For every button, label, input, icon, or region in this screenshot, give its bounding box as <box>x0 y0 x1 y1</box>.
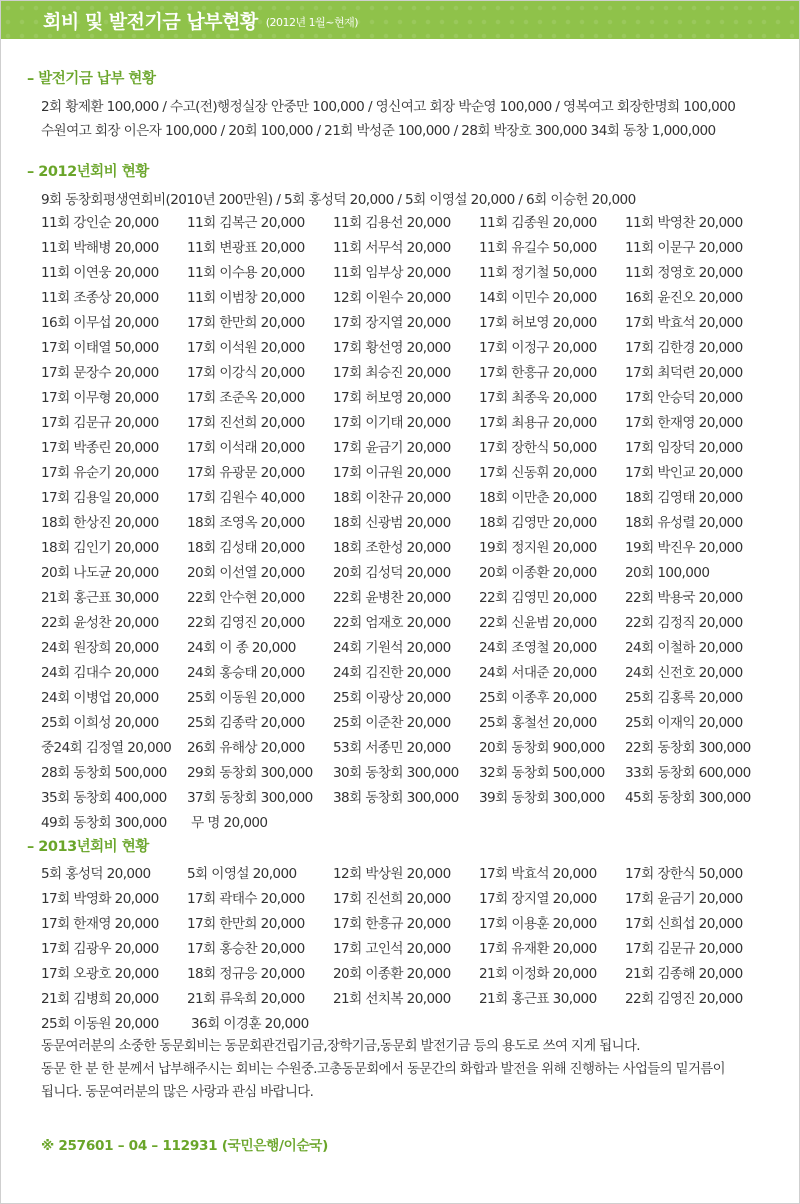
fee-entry: 25회 이광상 20,000 <box>333 690 451 706</box>
header-banner <box>1 1 799 39</box>
table-row <box>41 461 771 486</box>
fee-entry: 21회 류욱희 20,000 <box>187 991 305 1007</box>
fee-entry: 17회 곽태수 20,000 <box>187 891 305 907</box>
table-row <box>41 962 771 987</box>
fee-entry: 18회 김영만 20,000 <box>479 515 597 531</box>
table-row <box>41 736 771 761</box>
fee-entry: 17회 박효석 20,000 <box>479 866 597 882</box>
fee-entry: 17회 김문규 20,000 <box>41 415 159 431</box>
fee-entry: 11회 김용선 20,000 <box>333 215 451 231</box>
fee-entry: 25회 이종후 20,000 <box>479 690 597 706</box>
fee-entry: 21회 김종해 20,000 <box>625 966 743 982</box>
fee-entry: 32회 동창회 500,000 <box>479 765 605 781</box>
table-row <box>41 586 771 611</box>
fee-entry: 17회 이석원 20,000 <box>187 340 305 356</box>
fees-2012-table <box>41 211 771 836</box>
fee-entry: 17회 이강식 20,000 <box>187 365 305 381</box>
notice-text <box>41 1035 781 1104</box>
fee-entry: 5회 이영설 20,000 <box>187 866 297 882</box>
fee-entry: 17회 신희섭 20,000 <box>625 916 743 932</box>
fee-entry: 24회 신전호 20,000 <box>625 665 743 681</box>
page-subtitle: (2012년 1월~현재) <box>265 16 359 29</box>
fee-entry: 16회 이무섭 20,000 <box>41 315 159 331</box>
fee-entry: 17회 문장수 20,000 <box>41 365 159 381</box>
fee-entry: 17회 황선영 20,000 <box>333 340 451 356</box>
table-row <box>41 561 771 586</box>
fee-entry: 29회 동창회 300,000 <box>187 765 313 781</box>
fee-entry: 21회 선치복 20,000 <box>333 991 451 1007</box>
fee-entry: 11회 이범창 20,000 <box>187 290 305 306</box>
fee-entry: 24회 조영철 20,000 <box>479 640 597 656</box>
table-row <box>41 937 771 962</box>
fee-entry: 17회 이기태 20,000 <box>333 415 451 431</box>
fee-entry: 18회 김영태 20,000 <box>625 490 743 506</box>
fee-entry: 22회 윤성찬 20,000 <box>41 615 159 631</box>
fee-entry: 36회 이경훈 20,000 <box>191 1016 309 1032</box>
fee-entry: 53회 서종민 20,000 <box>333 740 451 756</box>
table-row <box>41 261 771 286</box>
fee-entry: 22회 김영진 20,000 <box>187 615 305 631</box>
fees-2012-intro: 9회 동창회평생연회비(2010년 200만원) / 5회 홍성덕 20,000 / 5회 이영설 20,000 / 6회 이승헌 20,000 <box>41 192 636 208</box>
fee-entry: 17회 진선희 20,000 <box>187 415 305 431</box>
fee-entry: 25회 이재익 20,000 <box>625 715 743 731</box>
fee-entry: 25회 홍철선 20,000 <box>479 715 597 731</box>
fee-entry: 11회 유길수 50,000 <box>479 240 597 256</box>
table-row <box>41 1012 771 1037</box>
fee-entry: 17회 김용일 20,000 <box>41 490 159 506</box>
fee-entry: 45회 동창회 300,000 <box>625 790 751 806</box>
fee-entry: 11회 강인순 20,000 <box>41 215 159 231</box>
fee-entry: 중24회 김정열 20,000 <box>41 740 172 756</box>
fee-entry: 11회 박영찬 20,000 <box>625 215 743 231</box>
table-row <box>41 436 771 461</box>
fee-entry: 39회 동창회 300,000 <box>479 790 605 806</box>
fee-entry: 17회 한만희 20,000 <box>187 916 305 932</box>
fee-entry: 22회 안수현 20,000 <box>187 590 305 606</box>
table-row <box>41 987 771 1012</box>
table-row <box>41 361 771 386</box>
table-row <box>41 511 771 536</box>
fee-entry: 11회 조종상 20,000 <box>41 290 159 306</box>
fees-2013-section-title: – 2013년회비 현황 <box>27 839 149 855</box>
fee-entry: 11회 정기철 50,000 <box>479 265 597 281</box>
fee-entry: 11회 김복근 20,000 <box>187 215 305 231</box>
fee-entry: 17회 임장덕 20,000 <box>625 440 743 456</box>
fee-entry: 28회 동창회 500,000 <box>41 765 167 781</box>
fee-entry: 17회 조준옥 20,000 <box>187 390 305 406</box>
fee-entry: 25회 이동원 20,000 <box>187 690 305 706</box>
fee-entry: 20회 이선열 20,000 <box>187 565 305 581</box>
fee-entry: 20회 나도균 20,000 <box>41 565 159 581</box>
fee-entry: 17회 오광호 20,000 <box>41 966 159 982</box>
fee-entry: 17회 한흥규 20,000 <box>479 365 597 381</box>
fee-entry: 30회 동창회 300,000 <box>333 765 459 781</box>
fees-2013-table <box>41 862 771 1037</box>
fee-entry: 20회 동창회 900,000 <box>479 740 605 756</box>
fee-entry: 25회 이희성 20,000 <box>41 715 159 731</box>
fee-entry: 17회 장한식 50,000 <box>479 440 597 456</box>
fee-entry: 22회 윤병찬 20,000 <box>333 590 451 606</box>
fee-entry: 11회 서무석 20,000 <box>333 240 451 256</box>
fee-entry: 17회 이정구 20,000 <box>479 340 597 356</box>
fee-entry: 20회 100,000 <box>625 565 710 581</box>
fee-entry: 35회 동창회 400,000 <box>41 790 167 806</box>
fee-entry: 14회 이민수 20,000 <box>479 290 597 306</box>
fee-entry: 11회 이문구 20,000 <box>625 240 743 256</box>
fee-entry: 22회 박용국 20,000 <box>625 590 743 606</box>
fee-entry: 18회 김성태 20,000 <box>187 540 305 556</box>
table-row <box>41 686 771 711</box>
fee-entry: 12회 이원수 20,000 <box>333 290 451 306</box>
fee-entry: 11회 이연웅 20,000 <box>41 265 159 281</box>
fee-entry: 17회 박영화 20,000 <box>41 891 159 907</box>
fee-entry: 17회 이석래 20,000 <box>187 440 305 456</box>
fee-entry: 17회 최덕련 20,000 <box>625 365 743 381</box>
fee-entry: 25회 이준찬 20,000 <box>333 715 451 731</box>
fee-entry: 38회 동창회 300,000 <box>333 790 459 806</box>
fee-entry: 33회 동창회 600,000 <box>625 765 751 781</box>
table-row <box>41 786 771 811</box>
fee-entry: 12회 박상원 20,000 <box>333 866 451 882</box>
table-row <box>41 811 771 836</box>
fee-entry: 20회 이종환 20,000 <box>333 966 451 982</box>
fee-entry: 17회 한재영 20,000 <box>41 916 159 932</box>
fee-entry: 17회 유광문 20,000 <box>187 465 305 481</box>
fee-entry: 5회 홍성덕 20,000 <box>41 866 151 882</box>
fee-entry: 21회 이정화 20,000 <box>479 966 597 982</box>
fee-entry: 24회 서대준 20,000 <box>479 665 597 681</box>
fee-entry: 20회 김성덕 20,000 <box>333 565 451 581</box>
fee-entry: 11회 김종원 20,000 <box>479 215 597 231</box>
bank-account: ※ 257601 – 04 – 112931 (국민은행/이순국) <box>41 1138 329 1154</box>
fee-entry: 22회 동창회 300,000 <box>625 740 751 756</box>
fee-entry: 16회 윤진오 20,000 <box>625 290 743 306</box>
fee-entry: 11회 정영호 20,000 <box>625 265 743 281</box>
fee-entry: 18회 조한성 20,000 <box>333 540 451 556</box>
fee-entry: 17회 안승덕 20,000 <box>625 390 743 406</box>
fee-entry: 17회 신동휘 20,000 <box>479 465 597 481</box>
fee-entry: 17회 장지열 20,000 <box>479 891 597 907</box>
fee-entry: 18회 이만춘 20,000 <box>479 490 597 506</box>
fee-entry: 24회 이병업 20,000 <box>41 690 159 706</box>
fee-entry: 17회 진선희 20,000 <box>333 891 451 907</box>
fee-entry: 17회 윤금기 20,000 <box>333 440 451 456</box>
fee-entry: 17회 허보영 20,000 <box>479 315 597 331</box>
table-row <box>41 286 771 311</box>
fee-entry: 19회 박진우 20,000 <box>625 540 743 556</box>
fee-entry: 17회 김원수 40,000 <box>187 490 305 506</box>
table-row <box>41 661 771 686</box>
fund-section-title: – 발전기금 납부 현황 <box>27 71 156 87</box>
fee-entry: 17회 홍승찬 20,000 <box>187 941 305 957</box>
fee-entry: 21회 홍근표 30,000 <box>479 991 597 1007</box>
table-row <box>41 761 771 786</box>
fee-entry: 18회 김인기 20,000 <box>41 540 159 556</box>
fee-entry: 25회 김종락 20,000 <box>187 715 305 731</box>
fee-entry: 11회 변광표 20,000 <box>187 240 305 256</box>
fee-entry: 17회 한흥규 20,000 <box>333 916 451 932</box>
notice-line: 됩니다. 동문여러분의 많은 사랑과 관심 바랍니다. <box>41 1085 314 1100</box>
fee-entry: 24회 김대수 20,000 <box>41 665 159 681</box>
fee-entry: 24회 이 종 20,000 <box>187 640 296 656</box>
fee-entry: 18회 조영옥 20,000 <box>187 515 305 531</box>
fee-entry: 22회 엄재호 20,000 <box>333 615 451 631</box>
table-row <box>41 311 771 336</box>
fee-entry: 17회 한만희 20,000 <box>187 315 305 331</box>
fee-entry: 21회 김병희 20,000 <box>41 991 159 1007</box>
fee-entry: 17회 최승진 20,000 <box>333 365 451 381</box>
table-row <box>41 336 771 361</box>
fee-entry: 22회 신윤범 20,000 <box>479 615 597 631</box>
fee-entry: 17회 이용훈 20,000 <box>479 916 597 932</box>
table-row <box>41 411 771 436</box>
table-row <box>41 611 771 636</box>
fee-entry: 17회 이태열 50,000 <box>41 340 159 356</box>
fee-entry: 22회 김정직 20,000 <box>625 615 743 631</box>
fee-entry: 26회 유해상 20,000 <box>187 740 305 756</box>
table-row <box>41 486 771 511</box>
table-row <box>41 711 771 736</box>
fee-entry: 18회 유성렬 20,000 <box>625 515 743 531</box>
fee-entry: 20회 이종환 20,000 <box>479 565 597 581</box>
fee-entry: 22회 김영진 20,000 <box>625 991 743 1007</box>
fee-entry: 18회 정규응 20,000 <box>187 966 305 982</box>
fee-entry: 37회 동창회 300,000 <box>187 790 313 806</box>
fee-entry: 17회 김한경 20,000 <box>625 340 743 356</box>
fee-entry: 무 명 20,000 <box>191 815 268 831</box>
fund-line: 수원여고 회장 이은자 100,000 / 20회 100,000 / 21회 박성준 100,000 / 28회 박장호 300,000 34회 동창 1,000,000 <box>41 123 716 139</box>
fee-entry: 24회 이철하 20,000 <box>625 640 743 656</box>
fee-entry: 18회 이찬규 20,000 <box>333 490 451 506</box>
fee-entry: 17회 최종욱 20,000 <box>479 390 597 406</box>
fee-entry: 24회 홍승태 20,000 <box>187 665 305 681</box>
fee-entry: 17회 박효석 20,000 <box>625 315 743 331</box>
notice-line: 동문여러분의 소중한 동문회비는 동문회관건립기금,장학기금,동문회 발전기금 등의 용도로 쓰여 지게 됩니다. <box>41 1039 640 1054</box>
table-row <box>41 636 771 661</box>
fee-entry: 17회 김문규 20,000 <box>625 941 743 957</box>
fee-entry: 17회 고인석 20,000 <box>333 941 451 957</box>
table-row <box>41 912 771 937</box>
table-row <box>41 386 771 411</box>
table-row <box>41 211 771 236</box>
table-row <box>41 887 771 912</box>
fee-entry: 24회 김진한 20,000 <box>333 665 451 681</box>
fees-2012-section-title: – 2012년회비 현황 <box>27 164 149 180</box>
fee-entry: 17회 장한식 50,000 <box>625 866 743 882</box>
fee-entry: 17회 한재영 20,000 <box>625 415 743 431</box>
fund-line: 2회 황제환 100,000 / 수고(전)행정실장 안중만 100,000 / 영신여고 회장 박순영 100,000 / 영복여고 회장한명희 100,000 <box>41 99 736 115</box>
fee-entry: 17회 장지열 20,000 <box>333 315 451 331</box>
fee-entry: 25회 김홍록 20,000 <box>625 690 743 706</box>
fee-entry: 17회 이규원 20,000 <box>333 465 451 481</box>
fee-entry: 17회 최용규 20,000 <box>479 415 597 431</box>
fee-entry: 17회 박종린 20,000 <box>41 440 159 456</box>
table-row <box>41 236 771 261</box>
table-row <box>41 862 771 887</box>
fee-entry: 18회 신광범 20,000 <box>333 515 451 531</box>
table-row <box>41 536 771 561</box>
fee-entry: 24회 기원석 20,000 <box>333 640 451 656</box>
fee-entry: 22회 김영민 20,000 <box>479 590 597 606</box>
fee-entry: 17회 유재환 20,000 <box>479 941 597 957</box>
fee-entry: 17회 박인교 20,000 <box>625 465 743 481</box>
fee-entry: 17회 김광우 20,000 <box>41 941 159 957</box>
page-title: 회비 및 발전기금 납부현황 <box>43 10 258 33</box>
fee-entry: 24회 원장희 20,000 <box>41 640 159 656</box>
fee-entry: 17회 유순기 20,000 <box>41 465 159 481</box>
fee-entry: 11회 임부상 20,000 <box>333 265 451 281</box>
fee-entry: 17회 윤금기 20,000 <box>625 891 743 907</box>
fee-entry: 17회 이무형 20,000 <box>41 390 159 406</box>
fee-entry: 17회 허보영 20,000 <box>333 390 451 406</box>
fee-entry: 49회 동창회 300,000 <box>41 815 167 831</box>
fee-entry: 21회 홍근표 30,000 <box>41 590 159 606</box>
fee-entry: 11회 이수용 20,000 <box>187 265 305 281</box>
fee-entry: 18회 한상진 20,000 <box>41 515 159 531</box>
notice-line: 동문 한 분 한 분께서 납부해주시는 회비는 수원중.고총동문회에서 동문간의 화합과 발전을 위해 진행하는 사업들의 밑거름이 <box>41 1062 725 1077</box>
fee-entry: 25회 이동원 20,000 <box>41 1016 159 1032</box>
fee-entry: 19회 정지원 20,000 <box>479 540 597 556</box>
fee-entry: 11회 박해병 20,000 <box>41 240 159 256</box>
